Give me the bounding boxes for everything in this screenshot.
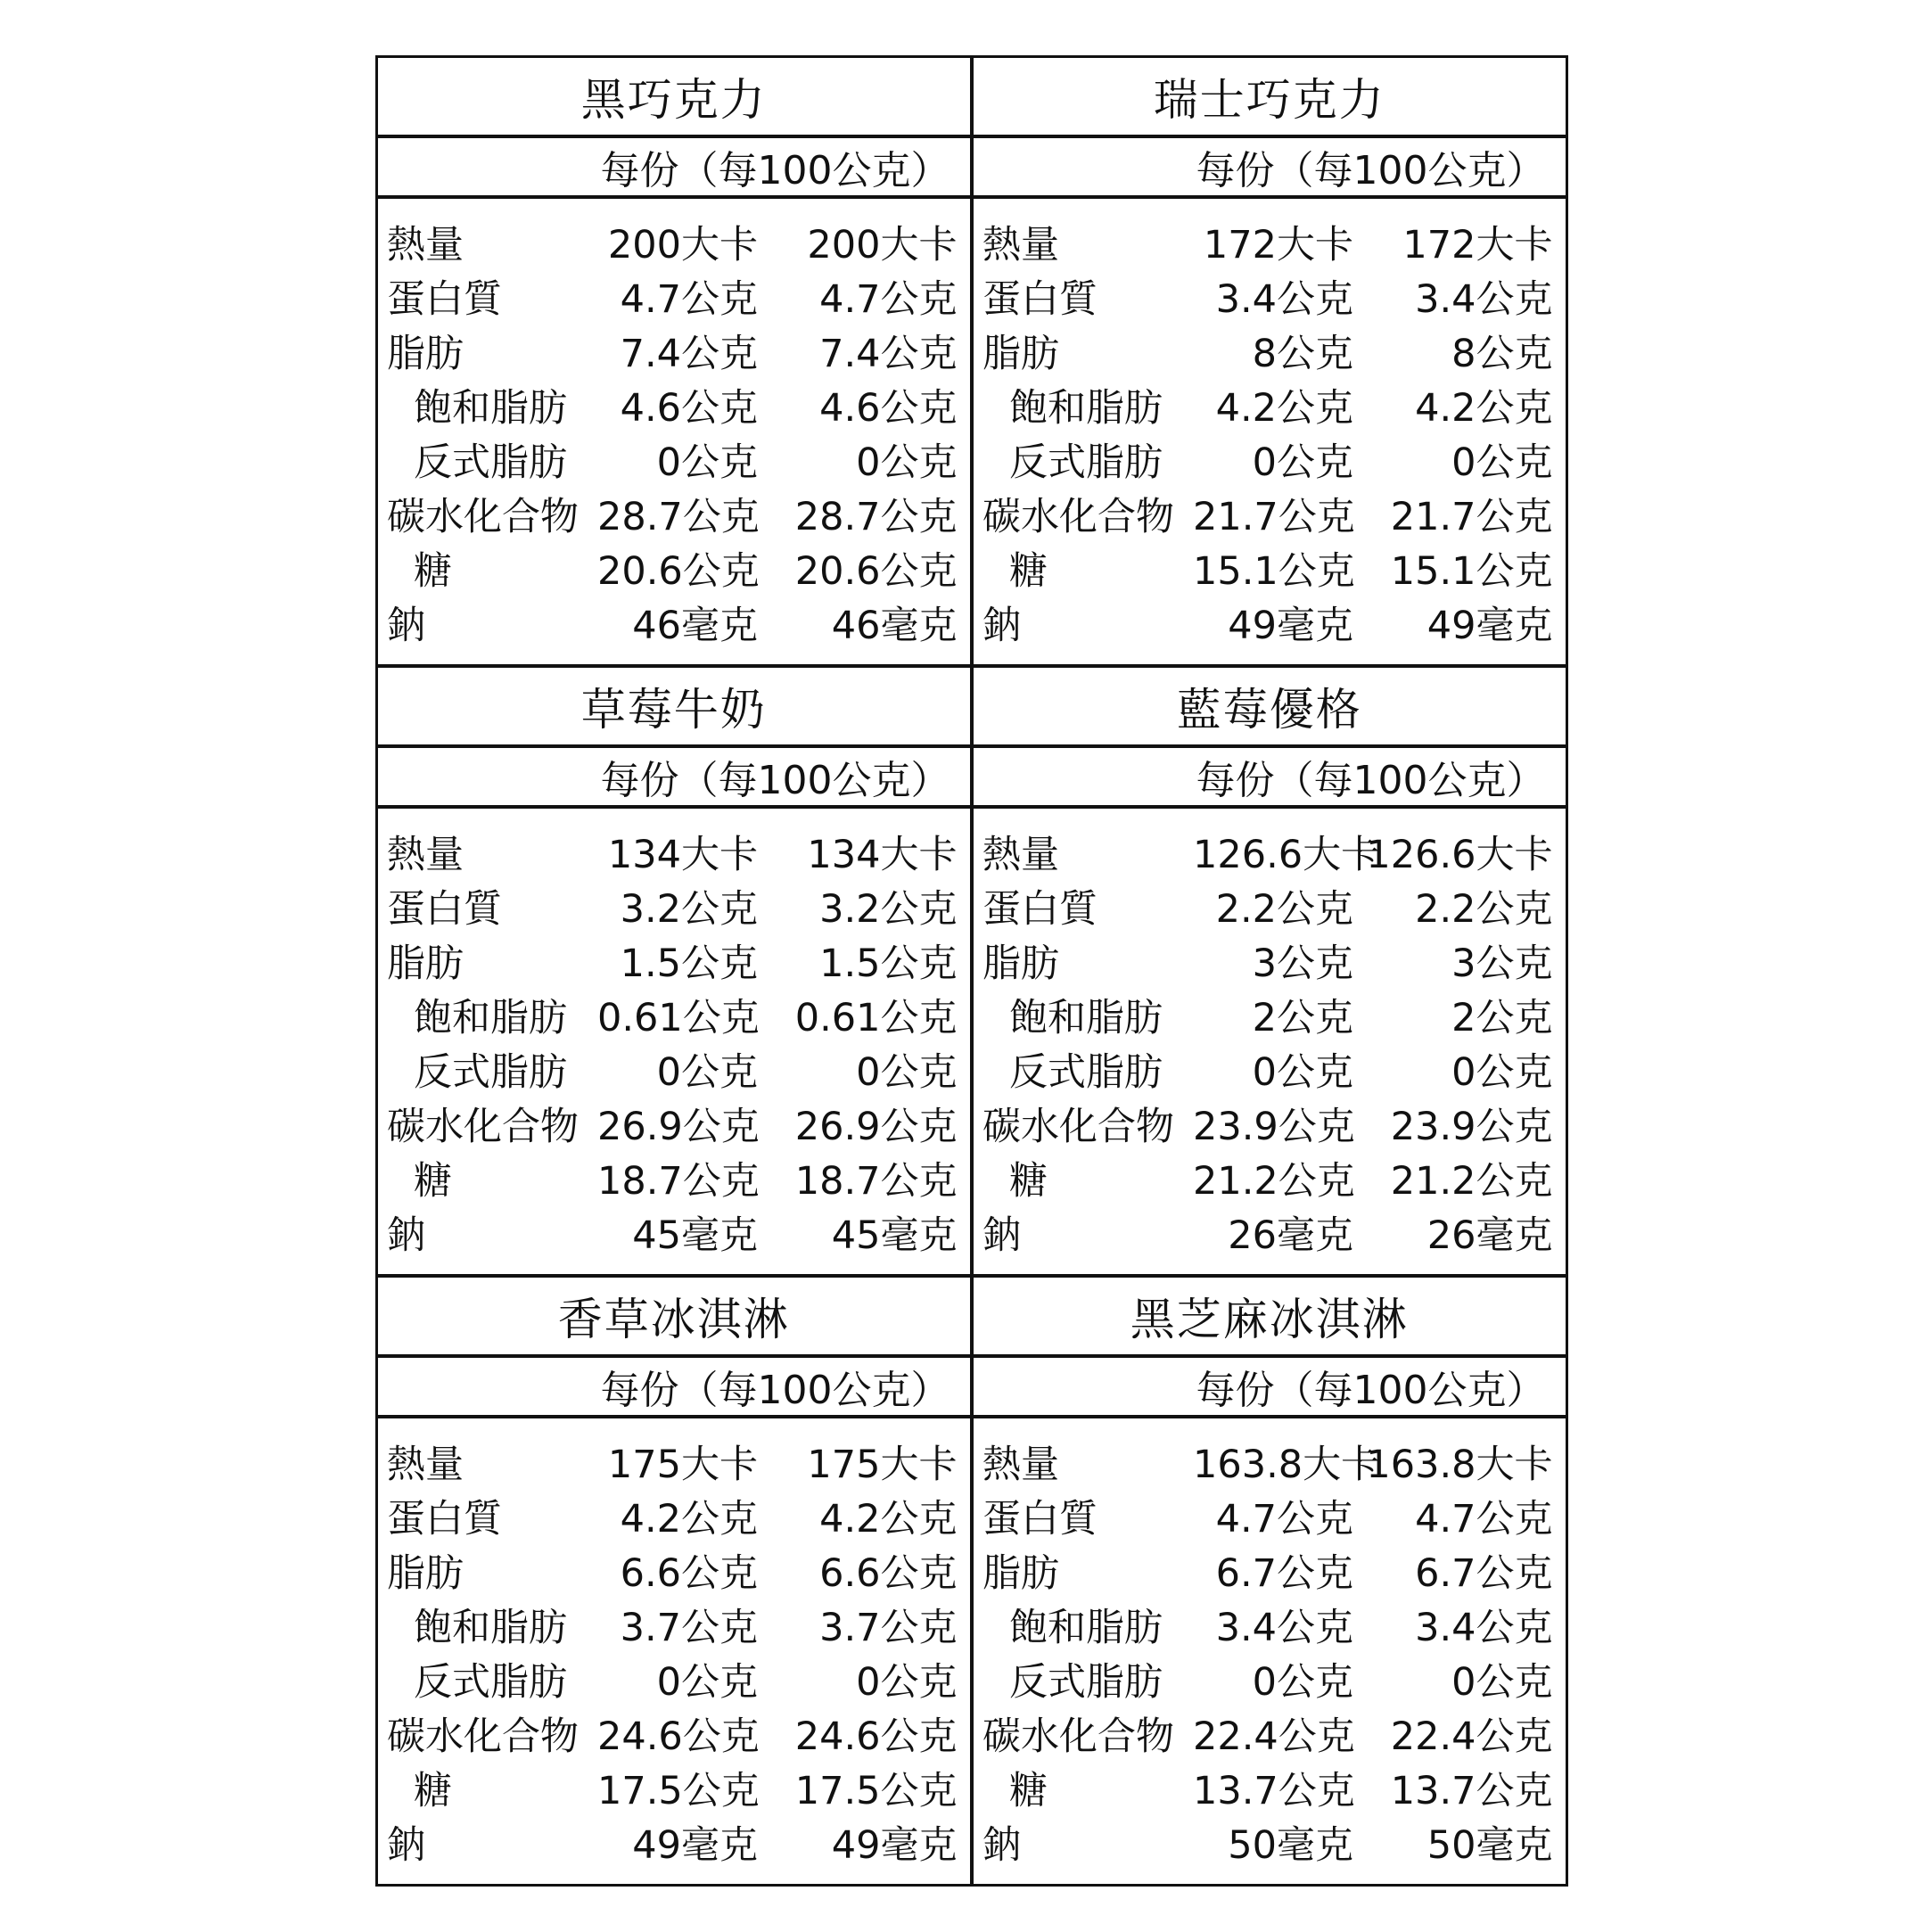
nutrient-label: 脂肪 (982, 332, 1059, 376)
nutrient-row-fat (387, 324, 958, 378)
nutrient-label: 糖 (1009, 549, 1048, 594)
nutrient-row-sugar (982, 1761, 1553, 1815)
nutrient-row-calories (387, 1435, 958, 1489)
nutrient-label: 鈉 (982, 1213, 1021, 1258)
nutrient-label: 飽和脂肪 (414, 386, 567, 431)
nutrient-label: 熱量 (387, 1443, 464, 1487)
per-100g-value: 0.61公克 (794, 996, 958, 1040)
nutrient-row-fat (982, 933, 1553, 988)
per-100g-value: 46毫克 (831, 604, 958, 648)
per-100g-value: 0公克 (1451, 1660, 1553, 1705)
nutrient-label: 飽和脂肪 (1009, 996, 1163, 1040)
per-serving-value: 3.2公克 (620, 887, 758, 932)
per-100g-value: 163.8大卡 (1366, 1443, 1553, 1487)
nutrient-row-saturated-fat (387, 378, 958, 432)
per-serving-value: 3.7公克 (620, 1606, 758, 1650)
nutrient-row-protein (982, 1489, 1553, 1543)
nutrient-label: 鈉 (387, 1823, 425, 1868)
nutrient-row-calories (387, 825, 958, 879)
nutrient-label: 碳水化合物 (387, 1714, 579, 1759)
nutrient-label: 糖 (414, 1159, 452, 1204)
per-100g-value: 18.7公克 (794, 1159, 958, 1204)
per-100g-value: 50毫克 (1426, 1823, 1553, 1868)
per-serving-value: 126.6大卡 (1193, 833, 1380, 877)
nutrient-row-saturated-fat (982, 378, 1553, 432)
nutrient-label: 反式脂肪 (414, 1050, 567, 1095)
nutrition-facts-grid (375, 55, 1566, 1885)
per-100g-value: 4.2公克 (819, 1497, 958, 1541)
nutrient-row-saturated-fat (982, 988, 1553, 1042)
per-100g-value: 13.7公克 (1390, 1769, 1553, 1813)
nutrition-panel (971, 1275, 1568, 1887)
per-serving-value: 3.4公克 (1215, 1606, 1353, 1650)
nutrient-row-sodium (982, 1815, 1553, 1870)
per-serving-value: 4.6公克 (620, 386, 758, 431)
per-serving-value: 1.5公克 (620, 941, 758, 986)
serving-header: 每份（每100公克） (974, 1358, 1566, 1418)
per-100g-value: 3.4公克 (1415, 277, 1553, 322)
per-100g-value: 17.5公克 (794, 1769, 958, 1813)
nutrient-label: 熱量 (982, 1443, 1059, 1487)
per-serving-value: 18.7公克 (597, 1159, 760, 1204)
per-100g-value: 3.4公克 (1415, 1606, 1553, 1650)
nutrient-row-carbohydrate (387, 1097, 958, 1151)
serving-header: 每份（每100公克） (974, 138, 1566, 199)
nutrient-label: 脂肪 (387, 332, 464, 376)
nutrient-row-fat (387, 933, 958, 988)
per-100g-value: 3.7公克 (819, 1606, 958, 1650)
nutrient-row-trans-fat (982, 1042, 1553, 1097)
per-serving-value: 200大卡 (607, 223, 758, 267)
nutrient-label: 碳水化合物 (387, 1105, 579, 1149)
per-serving-value: 134大卡 (607, 833, 758, 877)
nutrition-panel (971, 55, 1568, 667)
per-serving-value: 20.6公克 (597, 549, 760, 594)
per-100g-value: 4.2公克 (1415, 386, 1553, 431)
nutrient-row-sodium (982, 1205, 1553, 1260)
per-100g-value: 26毫克 (1426, 1213, 1553, 1258)
per-100g-value: 49毫克 (1426, 604, 1553, 648)
per-100g-value: 3.2公克 (819, 887, 958, 932)
per-serving-value: 23.9公克 (1193, 1105, 1355, 1149)
nutrient-rows (378, 809, 970, 1260)
per-serving-value: 22.4公克 (1193, 1714, 1355, 1759)
nutrient-label: 飽和脂肪 (414, 1606, 567, 1650)
nutrient-label: 鈉 (387, 604, 425, 648)
per-100g-value: 4.7公克 (819, 277, 958, 322)
per-serving-value: 8公克 (1252, 332, 1353, 376)
nutrient-row-sodium (387, 1815, 958, 1870)
nutrition-panel (971, 665, 1568, 1277)
nutrient-label: 熱量 (387, 223, 464, 267)
nutrient-row-saturated-fat (387, 1598, 958, 1652)
nutrient-row-sodium (387, 596, 958, 650)
nutrient-row-sugar (982, 1151, 1553, 1205)
per-serving-value: 49毫克 (1228, 604, 1353, 648)
nutrient-row-fat (982, 1543, 1553, 1598)
nutrient-label: 碳水化合物 (982, 1714, 1174, 1759)
per-serving-value: 2公克 (1252, 996, 1353, 1040)
per-serving-value: 0公克 (656, 1660, 758, 1705)
per-serving-value: 0.61公克 (597, 996, 760, 1040)
per-100g-value: 4.6公克 (819, 386, 958, 431)
per-100g-value: 6.6公克 (819, 1551, 958, 1596)
nutrient-rows (974, 809, 1566, 1260)
nutrient-label: 反式脂肪 (414, 440, 567, 485)
per-serving-value: 4.2公克 (1215, 386, 1353, 431)
per-100g-value: 200大卡 (807, 223, 958, 267)
per-serving-value: 6.6公克 (620, 1551, 758, 1596)
nutrient-label: 反式脂肪 (414, 1660, 567, 1705)
nutrient-rows (974, 199, 1566, 650)
nutrient-row-fat (387, 1543, 958, 1598)
nutrient-label: 脂肪 (982, 941, 1059, 986)
nutrient-label: 飽和脂肪 (414, 996, 567, 1040)
nutrient-label: 鈉 (387, 1213, 425, 1258)
per-serving-value: 49毫克 (632, 1823, 758, 1868)
nutrient-label: 糖 (1009, 1159, 1048, 1204)
per-100g-value: 24.6公克 (794, 1714, 958, 1759)
nutrient-label: 鈉 (982, 604, 1021, 648)
per-100g-value: 20.6公克 (794, 549, 958, 594)
per-100g-value: 8公克 (1451, 332, 1553, 376)
per-100g-value: 3公克 (1451, 941, 1553, 986)
nutrient-label: 鈉 (982, 1823, 1021, 1868)
nutrient-row-calories (387, 215, 958, 269)
nutrient-rows (378, 199, 970, 650)
nutrient-row-saturated-fat (982, 1598, 1553, 1652)
per-100g-value: 0公克 (1451, 440, 1553, 485)
per-serving-value: 4.7公克 (620, 277, 758, 322)
nutrient-rows (378, 1418, 970, 1870)
nutrient-label: 蛋白質 (387, 887, 502, 932)
product-name: 草莓牛奶 (378, 668, 970, 748)
nutrient-label: 蛋白質 (387, 277, 502, 322)
per-100g-value: 1.5公克 (819, 941, 958, 986)
nutrition-panel (375, 55, 973, 667)
nutrient-row-sugar (387, 1761, 958, 1815)
nutrient-label: 碳水化合物 (982, 495, 1174, 539)
nutrient-row-saturated-fat (387, 988, 958, 1042)
per-serving-value: 15.1公克 (1193, 549, 1355, 594)
nutrient-label: 蛋白質 (982, 887, 1098, 932)
product-name: 黑巧克力 (378, 58, 970, 138)
nutrient-row-protein (387, 269, 958, 324)
product-name: 瑞士巧克力 (974, 58, 1566, 138)
per-100g-value: 126.6大卡 (1366, 833, 1553, 877)
nutrient-row-protein (982, 879, 1553, 933)
product-name: 藍莓優格 (974, 668, 1566, 748)
per-serving-value: 0公克 (1252, 440, 1353, 485)
per-serving-value: 46毫克 (632, 604, 758, 648)
nutrient-label: 脂肪 (982, 1551, 1059, 1596)
per-serving-value: 13.7公克 (1193, 1769, 1355, 1813)
nutrient-label: 反式脂肪 (1009, 440, 1163, 485)
per-serving-value: 163.8大卡 (1193, 1443, 1380, 1487)
nutrient-row-sugar (387, 1151, 958, 1205)
per-100g-value: 0公克 (856, 1660, 958, 1705)
per-100g-value: 15.1公克 (1390, 549, 1553, 594)
per-100g-value: 172大卡 (1402, 223, 1553, 267)
nutrient-row-protein (387, 879, 958, 933)
nutrient-label: 飽和脂肪 (1009, 1606, 1163, 1650)
nutrient-row-sodium (387, 1205, 958, 1260)
serving-header: 每份（每100公克） (378, 1358, 970, 1418)
nutrient-row-fat (982, 324, 1553, 378)
per-serving-value: 2.2公克 (1215, 887, 1353, 932)
nutrient-label: 反式脂肪 (1009, 1660, 1163, 1705)
per-100g-value: 7.4公克 (819, 332, 958, 376)
nutrient-label: 糖 (414, 1769, 452, 1813)
per-serving-value: 28.7公克 (597, 495, 760, 539)
per-100g-value: 2公克 (1451, 996, 1553, 1040)
nutrient-rows (974, 1418, 1566, 1870)
nutrient-label: 蛋白質 (387, 1497, 502, 1541)
per-serving-value: 0公克 (1252, 1050, 1353, 1095)
per-100g-value: 0公克 (856, 1050, 958, 1095)
nutrient-label: 糖 (1009, 1769, 1048, 1813)
nutrient-row-trans-fat (387, 1652, 958, 1706)
per-100g-value: 49毫克 (831, 1823, 958, 1868)
per-serving-value: 3.4公克 (1215, 277, 1353, 322)
nutrient-row-carbohydrate (982, 487, 1553, 541)
nutrient-row-calories (982, 215, 1553, 269)
nutrient-row-carbohydrate (982, 1706, 1553, 1761)
nutrient-label: 反式脂肪 (1009, 1050, 1163, 1095)
nutrient-label: 碳水化合物 (387, 495, 579, 539)
per-serving-value: 26毫克 (1228, 1213, 1353, 1258)
nutrient-row-calories (982, 825, 1553, 879)
per-serving-value: 0公克 (656, 440, 758, 485)
nutrient-row-protein (982, 269, 1553, 324)
nutrition-panel (375, 665, 973, 1277)
nutrient-label: 熱量 (982, 223, 1059, 267)
nutrient-label: 糖 (414, 549, 452, 594)
per-serving-value: 3公克 (1252, 941, 1353, 986)
per-serving-value: 21.7公克 (1193, 495, 1355, 539)
per-100g-value: 28.7公克 (794, 495, 958, 539)
nutrient-label: 碳水化合物 (982, 1105, 1174, 1149)
per-100g-value: 2.2公克 (1415, 887, 1553, 932)
per-serving-value: 26.9公克 (597, 1105, 760, 1149)
nutrient-row-trans-fat (982, 1652, 1553, 1706)
per-100g-value: 6.7公克 (1415, 1551, 1553, 1596)
per-100g-value: 22.4公克 (1390, 1714, 1553, 1759)
per-serving-value: 0公克 (1252, 1660, 1353, 1705)
per-serving-value: 21.2公克 (1193, 1159, 1355, 1204)
nutrient-row-carbohydrate (387, 1706, 958, 1761)
serving-header: 每份（每100公克） (378, 138, 970, 199)
nutrient-label: 蛋白質 (982, 277, 1098, 322)
nutrient-row-carbohydrate (982, 1097, 1553, 1151)
per-serving-value: 45毫克 (632, 1213, 758, 1258)
serving-header: 每份（每100公克） (378, 748, 970, 809)
per-100g-value: 26.9公克 (794, 1105, 958, 1149)
nutrient-row-trans-fat (387, 432, 958, 487)
per-100g-value: 23.9公克 (1390, 1105, 1553, 1149)
per-serving-value: 7.4公克 (620, 332, 758, 376)
nutrient-row-sodium (982, 596, 1553, 650)
nutrient-label: 飽和脂肪 (1009, 386, 1163, 431)
nutrition-panel (375, 1275, 973, 1887)
per-100g-value: 21.7公克 (1390, 495, 1553, 539)
nutrient-row-trans-fat (387, 1042, 958, 1097)
per-serving-value: 175大卡 (607, 1443, 758, 1487)
nutrient-label: 脂肪 (387, 941, 464, 986)
per-serving-value: 24.6公克 (597, 1714, 760, 1759)
per-100g-value: 45毫克 (831, 1213, 958, 1258)
product-name: 黑芝麻冰淇淋 (974, 1278, 1566, 1358)
per-100g-value: 134大卡 (807, 833, 958, 877)
per-100g-value: 4.7公克 (1415, 1497, 1553, 1541)
nutrient-label: 脂肪 (387, 1551, 464, 1596)
per-serving-value: 50毫克 (1228, 1823, 1353, 1868)
nutrient-row-calories (982, 1435, 1553, 1489)
serving-header: 每份（每100公克） (974, 748, 1566, 809)
nutrient-label: 熱量 (387, 833, 464, 877)
nutrient-label: 蛋白質 (982, 1497, 1098, 1541)
nutrient-row-carbohydrate (387, 487, 958, 541)
per-serving-value: 4.7公克 (1215, 1497, 1353, 1541)
per-100g-value: 0公克 (856, 440, 958, 485)
nutrient-row-trans-fat (982, 432, 1553, 487)
per-serving-value: 17.5公克 (597, 1769, 760, 1813)
nutrient-label: 熱量 (982, 833, 1059, 877)
per-serving-value: 4.2公克 (620, 1497, 758, 1541)
product-name: 香草冰淇淋 (378, 1278, 970, 1358)
nutrient-row-protein (387, 1489, 958, 1543)
per-100g-value: 175大卡 (807, 1443, 958, 1487)
per-serving-value: 0公克 (656, 1050, 758, 1095)
per-100g-value: 0公克 (1451, 1050, 1553, 1095)
per-serving-value: 172大卡 (1203, 223, 1353, 267)
per-serving-value: 6.7公克 (1215, 1551, 1353, 1596)
nutrient-row-sugar (982, 541, 1553, 596)
per-100g-value: 21.2公克 (1390, 1159, 1553, 1204)
nutrient-row-sugar (387, 541, 958, 596)
